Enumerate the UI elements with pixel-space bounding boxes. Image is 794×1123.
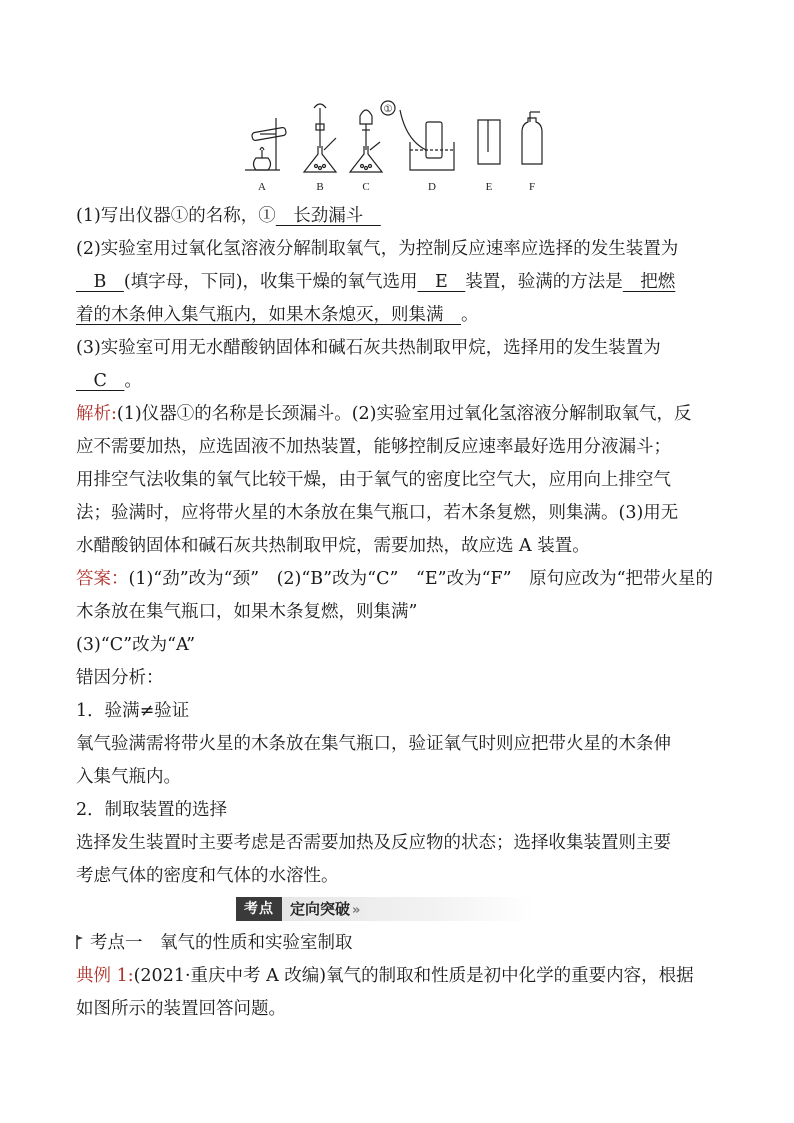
error-item-2-line-2: 考虑气体的密度和气体的水溶性。 [76,866,339,886]
apparatus-e [478,120,500,164]
flag-icon [76,935,84,949]
section-title: 考点一 氧气的性质和实验室制取 [90,933,353,953]
banner-badge: 考点 [236,897,282,921]
answer-line-1 [76,563,720,596]
analysis-line-5: 水醋酸钠固体和碱石灰共热制取甲烷，需要加热，故应选 A 装置。 [76,536,590,556]
q3-line1: (3)实验室可用无水醋酸钠固体和碱石灰共热制取甲烷，选择用的发生装置为 [76,338,661,358]
apparatus-figure [240,98,560,194]
example-label: 典例 1: [76,966,134,986]
example-line-1 [76,960,720,993]
figure-label-f: F [528,181,536,193]
error-item-1-line-2: 入集气瓶内。 [76,767,181,787]
question-3-line-2 [76,365,720,398]
figure-label-b: B [316,181,324,193]
q2-mid: (填字母，下同)，收集干燥的氧气选用 [123,272,418,292]
question-3-line-1 [76,332,720,365]
error-item-1-line-1: 氧气验满需将带火星的木条放在集气瓶口，验证氧气时则应把带火星的木条伸 [76,734,671,754]
example-text-1: (2021·重庆中考 A 改编)氧气的制取和性质是初中化学的重要内容，根据 [133,966,694,986]
banner-title: 定向突破 » [290,900,361,918]
main-content [76,200,720,1026]
q3-blank: C [76,371,125,391]
figure-label-c: C [362,181,370,193]
error-item-2-line-1: 选择发生装置时主要考虑是否需要加热及反应物的状态；选择收集装置则主要 [76,833,671,853]
question-2-line-3 [76,299,720,332]
figure-label-d: D [428,181,436,193]
double-arrow-icon: » [352,903,361,918]
figure-label-a: A [258,181,266,193]
q2-end: 。 [461,305,479,325]
error-analysis-title: 错因分析： [76,668,164,688]
figure-circled-marker: ① [383,104,393,115]
q2-blank-2: E [417,272,466,292]
analysis-line-2: 应不需要加热，应选固液不加热装置，能够控制反应速率最好选用分液漏斗； [76,437,671,457]
analysis-line-4: 法；验满时，应将带火星的木条放在集气瓶口，若木条复燃，则集满。(3)用无 [76,503,679,523]
answer-line-3: (3)“C”改为“A” [76,635,196,655]
q2-blank-3-cont: 着的木条伸入集气瓶内，如果木条熄灭，则集满 [76,305,461,325]
question-2-line-1 [76,233,720,266]
q1-answer: 长劲漏斗 [275,206,381,226]
apparatus-f [522,112,542,164]
q2-line1: (2)实验室用过氧化氢溶液分解制取氧气，为控制反应速率应选择的发生装置为 [76,239,679,259]
answer-line-2: 木条放在集气瓶口，如果木条复燃，则集满” [76,602,418,622]
analysis-line-3: 用排空气法收集的氧气比较干燥，由于氧气的密度比空气大，应用向上排空气 [76,470,671,490]
example-line-2: 如图所示的装置回答问题。 [76,999,286,1019]
apparatus-a [245,118,286,170]
analysis-text-1: (1)仪器①的名称是长颈漏斗。(2)实验室用过氧化氢溶液分解制取氧气，反 [116,404,692,424]
apparatus-d [400,110,454,170]
section-banner [76,893,720,927]
question-2-line-2 [76,266,720,299]
analysis-label: 解析: [76,404,117,424]
error-item-2-title: 2．制取装置的选择 [76,800,228,820]
apparatus-b [304,104,336,172]
q2-blank-1: B [76,272,124,292]
analysis-line-1 [76,398,720,431]
question-1 [76,200,720,233]
q2-blank-3: 把燃 [622,272,676,292]
q1-prefix: (1)写出仪器①的名称，① [76,206,276,226]
section-heading [76,927,720,960]
answer-text-1: (1)“劲”改为“颈” (2)“B”改为“C” “E”改为“F” 原句应改为“把带火星的 [128,569,714,589]
q3-end: 。 [124,371,142,391]
figure-label-e: E [485,181,493,193]
answer-label: 答案： [76,569,129,589]
error-item-1-title: 1．验满≠验证 [76,701,190,721]
q2-mid2: 装置，验满的方法是 [465,272,623,292]
